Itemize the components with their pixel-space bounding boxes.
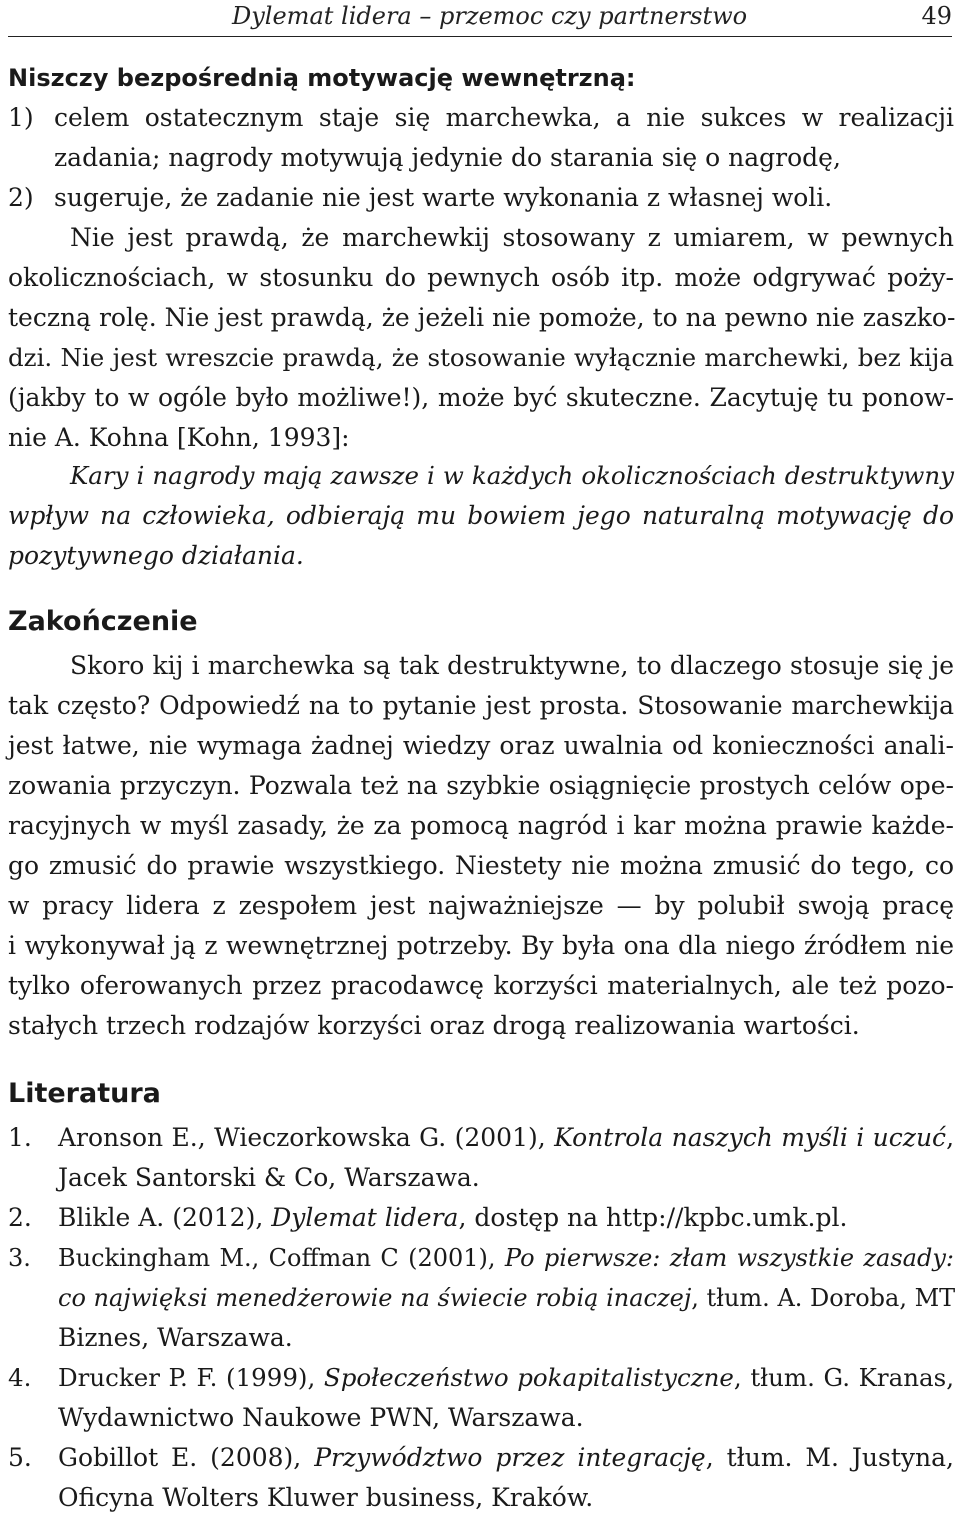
reference-continuation: Biznes, Warszawa. bbox=[58, 1323, 293, 1352]
quote-line: pozytywnego działania. bbox=[8, 541, 304, 570]
running-title: Dylemat lidera – przemoc czy partnerstwo bbox=[232, 2, 748, 30]
reference-tail: , dostęp na http://kpbc.umk.pl. bbox=[458, 1203, 848, 1232]
reference-item bbox=[8, 1238, 954, 1278]
reference-tail: , tłum. G. Kranas, bbox=[733, 1363, 954, 1392]
intro-section bbox=[8, 58, 954, 218]
reference-item bbox=[8, 1118, 954, 1158]
references-list bbox=[8, 1118, 954, 1518]
list-text: sugeruje, że zadanie nie jest warte wykonania z własnej woli. bbox=[54, 183, 833, 212]
quote-line: Kary i nagrody mają zawsze i w każdych okolicznościach destruktywny bbox=[70, 461, 954, 490]
reference-title: Społeczeństwo pokapitalistyczne bbox=[323, 1363, 734, 1392]
list-number: 2) bbox=[8, 183, 34, 212]
paragraph-kohn bbox=[8, 218, 954, 458]
quote-line: wpływ na człowieka, odbierają mu bowiem jego naturalną motywację do bbox=[8, 501, 954, 530]
reference-title-continuation: co najwięksi menedżerowie na świecie robią inaczej bbox=[58, 1284, 692, 1312]
section-title-literature: Literatura bbox=[8, 1078, 161, 1109]
reference-item bbox=[8, 1358, 954, 1398]
reference-number: 1. bbox=[8, 1123, 32, 1152]
reference-number: 2. bbox=[8, 1203, 32, 1232]
list-number: 1) bbox=[8, 103, 34, 132]
reference-title: Dylemat lidera bbox=[271, 1203, 459, 1232]
intro-heading: Niszczy bezpośrednią motywację wewnętrzną: bbox=[8, 64, 636, 92]
reference-number: 4. bbox=[8, 1363, 32, 1392]
list-text: celem ostatecznym staje się marchewka, a nie sukces w realizacji bbox=[54, 103, 954, 132]
paragraph-line: teczną rolę. Nie jest prawdą, że jeżeli nie pomoże, to na pewno nie zaszko- bbox=[8, 303, 956, 332]
paragraph-line: Skoro kij i marchewka są tak destruktywne, to dlaczego stosuje się je bbox=[70, 651, 954, 680]
reference-tail: , tłum. M. Justyna, bbox=[705, 1443, 954, 1472]
reference-number: 3. bbox=[8, 1244, 31, 1272]
paragraph-line: i wykonywał ją z wewnętrznej potrzeby. By była ona dla niego źródłem nie bbox=[8, 931, 954, 960]
reference-continuation: Oficyna Wolters Kluwer business, Kraków. bbox=[58, 1483, 594, 1512]
reference-item bbox=[8, 1198, 954, 1238]
list-item bbox=[8, 178, 954, 218]
paragraph-line: tylko oferowanych przez pracodawcę korzyści materialnych, ale też pozo- bbox=[8, 971, 954, 1000]
paragraph-line: (jakby to w ogóle było możliwe!), może być skuteczne. Zacytuję tu ponow- bbox=[8, 383, 954, 412]
paragraph-line: tak często? Odpowiedź na to pytanie jest prosta. Stosowanie marchewkija bbox=[8, 691, 954, 720]
motivation-list bbox=[8, 98, 954, 218]
paragraph-line: okolicznościach, w stosunku do pewnych osób itp. może odgrywać poży- bbox=[8, 263, 954, 292]
reference-item bbox=[8, 1438, 954, 1478]
reference-number: 5. bbox=[8, 1443, 32, 1472]
reference-continuation bbox=[8, 1278, 954, 1318]
reference-authors: Drucker P. F. (1999), bbox=[58, 1363, 324, 1392]
reference-authors: Gobillot E. (2008), bbox=[58, 1443, 315, 1472]
paragraph-line: stałych trzech rodzajów korzyści oraz drogą realizowania wartości. bbox=[8, 1011, 860, 1040]
reference-continuation: Jacek Santorski & Co, Warszawa. bbox=[58, 1163, 480, 1192]
paragraph-line: zowania przyczyn. Pozwala też na szybkie osiągnięcie prostych celów ope- bbox=[8, 771, 954, 800]
reference-title: Kontrola naszych myśli i uczuć bbox=[554, 1123, 947, 1152]
reference-authors: Buckingham M., Coffman C (2001), bbox=[58, 1244, 505, 1272]
reference-title: Przywództwo przez integrację bbox=[314, 1443, 706, 1472]
paragraph-line: Nie jest prawdą, że marchewkij stosowany z umiarem, w pewnych bbox=[70, 223, 954, 252]
reference-tail: , bbox=[946, 1123, 955, 1152]
paragraph-line: w pracy lidera z zespołem jest najważniejsze — by polubił swoją pracę bbox=[8, 891, 954, 920]
paragraph-line: go zmusić do prawie wszystkiego. Niestety nie można zmusić do tego, co bbox=[8, 851, 954, 880]
reference-tail: , tłum. A. Doroba, MT bbox=[691, 1284, 956, 1312]
kohn-quote bbox=[8, 456, 954, 576]
reference-authors: Blikle A. (2012), bbox=[58, 1203, 272, 1232]
paragraph-line: jest łatwe, nie wymaga żadnej wiedzy oraz uwalnia od konieczności anali- bbox=[8, 731, 954, 760]
page-number: 49 bbox=[921, 2, 952, 30]
section-title-conclusion: Zakończenie bbox=[8, 606, 198, 637]
list-text: zadania; nagrody motywują jedynie do starania się o nagrodę, bbox=[54, 143, 841, 172]
running-header bbox=[8, 0, 952, 37]
paragraph-line: dzi. Nie jest wreszcie prawdą, że stosowanie wyłącznie marchewki, bez kija bbox=[8, 343, 954, 372]
conclusion-paragraph bbox=[8, 646, 954, 1046]
reference-continuation: Wydawnictwo Naukowe PWN, Warszawa. bbox=[58, 1403, 584, 1432]
list-item bbox=[8, 98, 954, 138]
reference-title: Po pierwsze: złam wszystkie zasady: bbox=[504, 1244, 954, 1272]
paragraph-line: racyjnych w myśl zasady, że za pomocą nagród i kar można prawie każde- bbox=[8, 811, 954, 840]
paragraph-line: nie A. Kohna [Kohn, 1993]: bbox=[8, 423, 350, 452]
list-item-continuation bbox=[8, 138, 954, 178]
reference-authors: Aronson E., Wieczorkowska G. (2001), bbox=[58, 1123, 555, 1152]
